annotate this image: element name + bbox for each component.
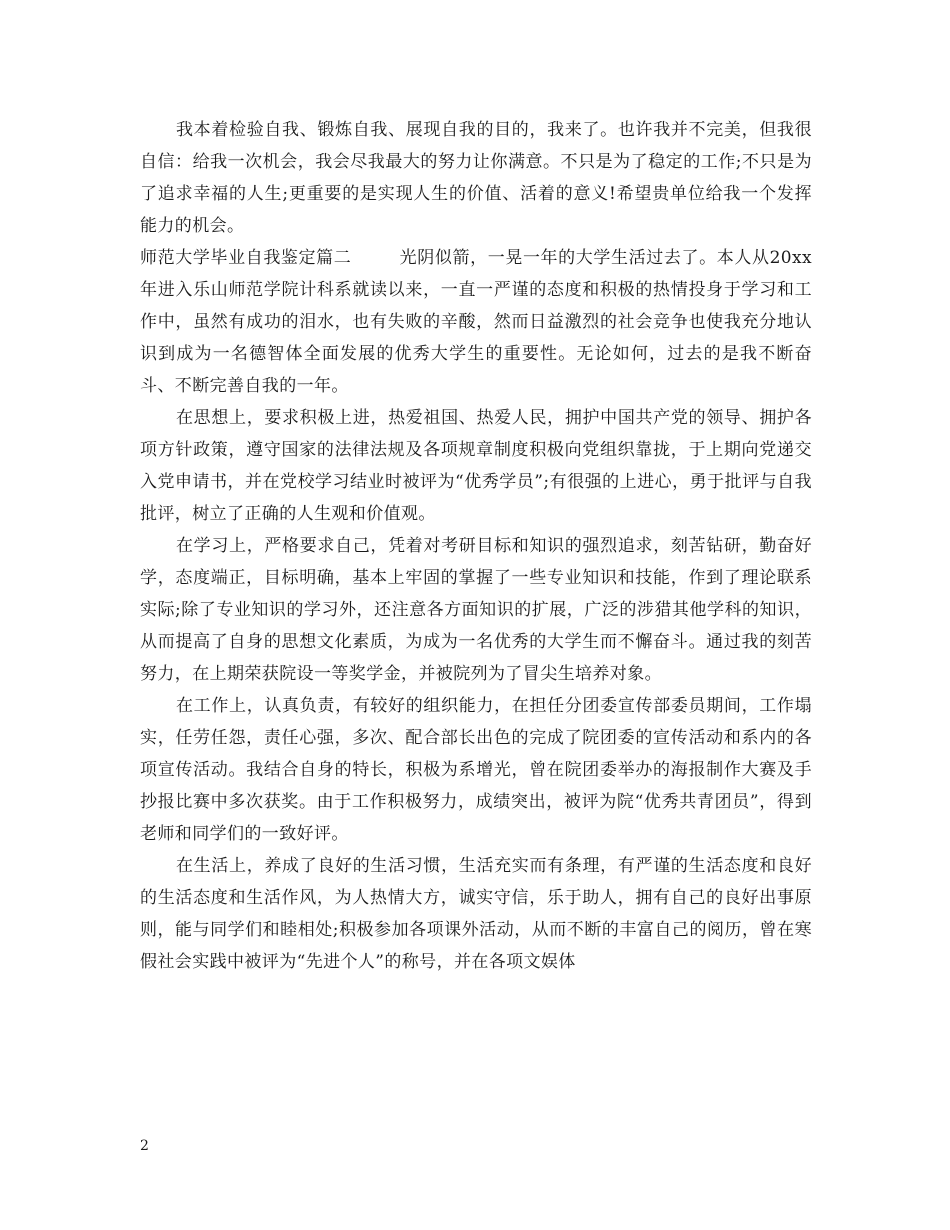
page-number: 2 [140, 1138, 149, 1154]
paragraph-text: 我本着检验自我、锻炼自我、展现自我的目的，我来了。也许我并不完美，但我很自信：给我一次机会，我会尽我最大的努力让你满意。不只是为了稳定的工作;不只是为了追求幸福的人生;更重要的是实现人生的价值、活着的意义!希望贵单位给我一个发挥能力的机会。 [140, 120, 812, 236]
paragraph-text: 在思想上，要求积极上进，热爱祖国、热爱人民，拥护中国共产党的领导、拥护各项方针政策，遵守国家的法律法规及各项规章制度积极向党组织靠拢，于上期向党递交入党申请书，并在党校学习结业时被评为“优秀学员”;有很强的上进心，勇于批评与自我批评，树立了正确的人生观和价值观。 [140, 408, 812, 524]
paragraph-text: 光阴似箭，一晃一年的大学生活过去了。本人从20xx年进入乐山师范学院计科系就读以来，一直一严谨的态度和积极的热情投身于学习和工作中，虽然有成功的泪水，也有失败的辛酸，然而日益激烈的社会竞争也使我充分地认识到成为一名德智体全面发展的优秀大学生的重要性。无论如何，过去的是我不断奋斗、不断完善自我的一年。 [140, 248, 812, 396]
section-heading: 师范大学毕业自我鉴定篇二 [140, 248, 352, 268]
paragraph-life [140, 850, 812, 978]
paragraph-text: 在工作上，认真负责，有较好的组织能力，在担任分团委宣传部委员期间，工作塌实，任劳任怨，责任心强，多次、配合部长出色的完成了院团委的宣传活动和系内的各项宣传活动。我结合自身的特长，积极为系增光，曾在院团委举办的海报制作大赛及手抄报比赛中多次获奖。由于工作积极努力，成绩突出，被评为院“优秀共青团员”，得到老师和同学们的一致好评。 [140, 696, 812, 844]
paragraph-text: 在生活上，养成了良好的生活习惯，生活充实而有条理，有严谨的生活态度和良好的生活态度和生活作风，为人热情大方，诚实守信，乐于助人，拥有自己的良好出事原则，能与同学们和睦相处;积极参加各项课外活动，从而不断的丰富自己的阅历，曾在寒假社会实践中被评为“先进个人”的称号，并在各项文娱体 [140, 856, 812, 972]
document-body [140, 114, 812, 978]
paragraph-thought [140, 402, 812, 530]
paragraph-intro-closing [140, 114, 812, 242]
paragraph-work [140, 690, 812, 850]
paragraph-text: 在学习上，严格要求自己，凭着对考研目标和知识的强烈追求，刻苦钻研，勤奋好学，态度端正，目标明确，基本上牢固的掌握了一些专业知识和技能，作到了理论联系实际;除了专业知识的学习外，还注意各方面知识的扩展，广泛的涉猎其他学科的知识，从而提高了自身的思想文化素质，为成为一名优秀的大学生而不懈奋斗。通过我的刻苦努力，在上期荣获院设一等奖学金，并被院列为了冒尖生培养对象。 [140, 536, 812, 684]
paragraph-section-two [140, 242, 812, 402]
paragraph-study [140, 530, 812, 690]
